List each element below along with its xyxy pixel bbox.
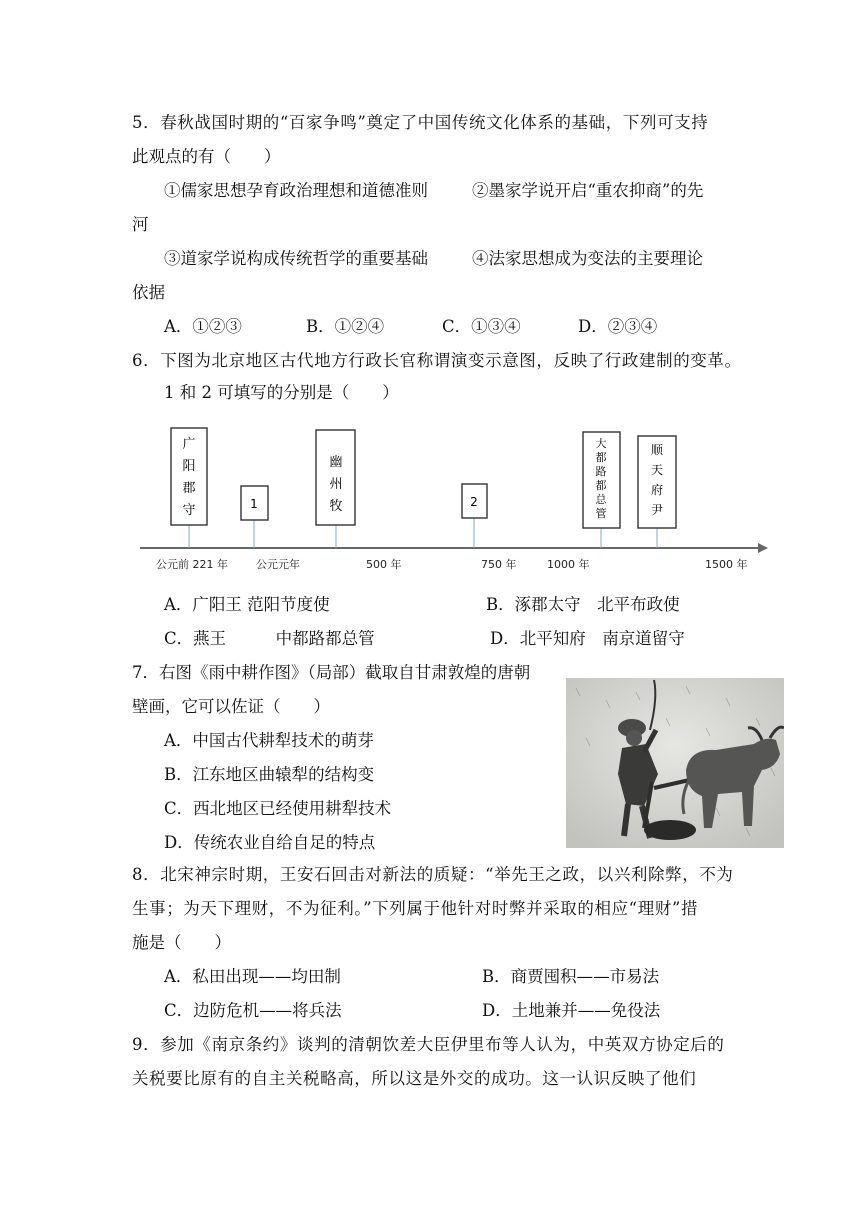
box-char: 1 [250, 497, 258, 511]
axis-label: 750 年 [481, 558, 517, 571]
q5-item-1: ①儒家思想孕育政治理想和道德准则 [164, 181, 428, 200]
q8-option-c: C．边防危机——将兵法 [164, 1001, 342, 1020]
mural-painting [566, 678, 784, 848]
q5-item-4: ④法家思想成为变法的主要理论 [472, 249, 703, 268]
q7-stem-line1: 7．右图《雨中耕作图》（局部）截取自甘肃敦煌的唐朝 [132, 663, 531, 682]
q5-item-2: ②墨家学说开启“重农抑商”的先 [472, 181, 704, 200]
q7-option-a: A．中国古代耕犁技术的萌芽 [164, 731, 374, 750]
timeline-box-blank-1 [241, 486, 268, 520]
box-char: 广 [182, 437, 196, 452]
timeline-box-blank-2 [462, 484, 487, 518]
timeline-box-shuntian [638, 436, 676, 528]
box-char: 幽 [329, 455, 343, 470]
q8-stem-line3: 施是（ ） [132, 933, 231, 952]
q5-option-b: B．①②④ [306, 317, 385, 336]
timeline-axis [140, 543, 768, 553]
q7-stem-line2: 壁画，它可以佐证（ ） [132, 697, 330, 716]
box-char: 守 [182, 503, 196, 518]
box-char: 总 [595, 493, 607, 506]
q6-option-c: C．燕王 中都路都总管 [164, 629, 375, 648]
axis-label: 公元前 221 年 [156, 558, 228, 571]
q6-option-a: A．广阳王 范阳节度使 [164, 595, 330, 614]
q5-item-4-cont: 依据 [132, 283, 165, 302]
q6-stem-line2: 1 和 2 可填写的分别是（ ） [164, 383, 399, 402]
q5-option-d: D．②③④ [578, 317, 658, 336]
axis-label: 1500 年 [705, 558, 748, 571]
q7-option-c: C．西北地区已经使用耕犁技术 [164, 799, 392, 818]
box-char: 阳 [182, 459, 196, 474]
q5-item-3: ③道家学说构成传统哲学的重要基础 [164, 249, 428, 268]
box-char: 2 [470, 495, 478, 509]
box-char: 天 [650, 463, 664, 477]
q8-option-d: D．土地兼并——免役法 [482, 1001, 661, 1020]
q9-stem-line1: 9．参加《南京条约》谈判的清朝饮差大臣伊里布等人认为，中英双方协定后的 [132, 1035, 725, 1054]
q5-stem-line2: 此观点的有（ ） [132, 147, 281, 166]
q6-option-d: D．北平知府 南京道留守 [490, 629, 685, 648]
q6-option-b: B．涿郡太守 北平布政使 [486, 595, 680, 614]
box-char: 都 [595, 451, 607, 464]
q5-option-c: C．①③④ [442, 317, 521, 336]
timeline-box-guangyang [171, 428, 207, 525]
q5-stem-line1: 5．春秋战国时期的“百家争鸣”奠定了中国传统文化体系的基础，下列可支持 [132, 113, 709, 132]
timeline-box-youzhou [316, 430, 355, 525]
box-char: 州 [329, 477, 343, 492]
box-char: 管 [595, 507, 607, 520]
q8-option-b: B．商贾囤积——市易法 [482, 967, 660, 986]
q9-stem-line2: 关税要比原有的自主关税略高，所以这是外交的成功。这一认识反映了他们 [132, 1069, 697, 1088]
box-char: 府 [650, 483, 664, 497]
box-char: 大 [595, 437, 607, 450]
q8-stem-line1: 8．北宋神宗时期，王安石回击对新法的质疑：“举先王之政，以兴利除弊，不为 [132, 865, 734, 884]
q7-option-d: D．传统农业自给自足的特点 [164, 833, 376, 852]
box-char: 牧 [329, 499, 343, 514]
axis-label: 公元元年 [256, 558, 300, 571]
timeline-box-dadulu [583, 432, 620, 528]
q8-stem-line2: 生事；为天下理财，不为征利。”下列属于他针对时弊并采取的相应“理财”措 [132, 899, 699, 918]
axis-label: 500 年 [366, 558, 402, 571]
q5-item-2-cont: 河 [132, 215, 149, 234]
axis-label: 1000 年 [547, 558, 590, 571]
box-char: 尹 [650, 503, 664, 517]
box-char: 路 [595, 465, 607, 478]
q8-option-a: A．私田出现——均田制 [164, 967, 341, 986]
timeline-axis-labels [156, 557, 748, 571]
box-char: 都 [595, 479, 607, 492]
q7-option-b: B．江东地区曲辕犁的结构变 [164, 765, 375, 784]
q5-option-a: A．①②③ [164, 317, 242, 336]
box-char: 顺 [650, 443, 664, 457]
box-char: 郡 [182, 481, 196, 496]
q6-stem-line1: 6．下图为北京地区古代地方行政长官称谓演变示意图，反映了行政建制的变革。 [132, 351, 742, 370]
